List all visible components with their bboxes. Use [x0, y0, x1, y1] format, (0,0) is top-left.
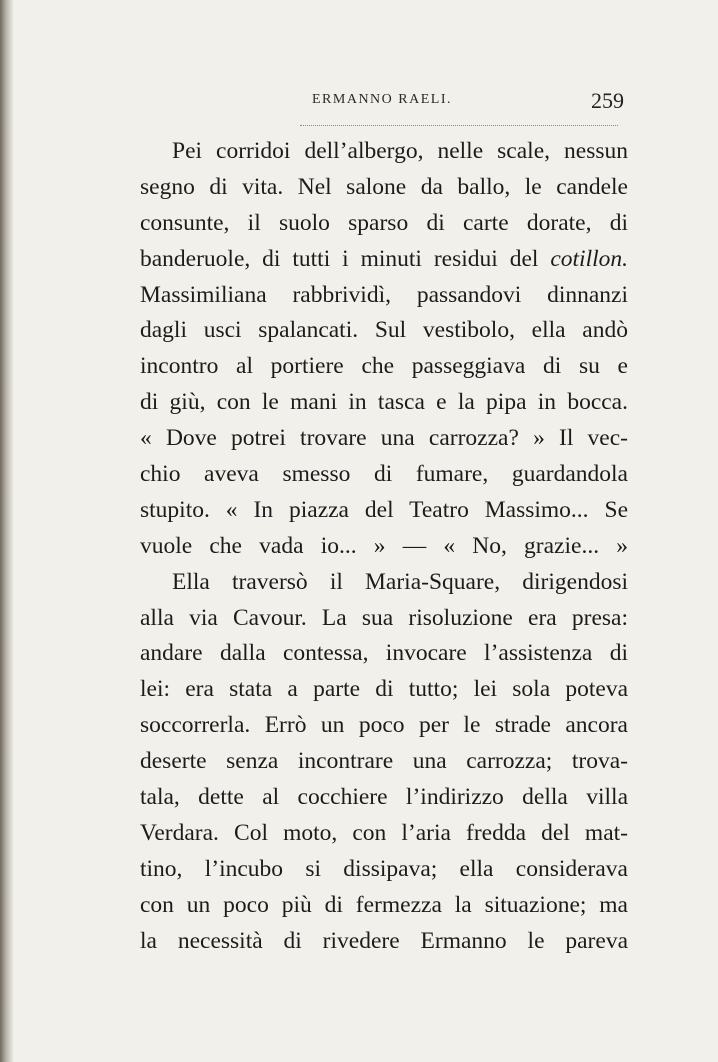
text-line: stupito. « In piazza del Teatro Massimo... Se — [140, 496, 628, 523]
text-line: tala, dette al cocchiere l’indirizzo della villa — [140, 784, 628, 811]
text-line: la necessità di rivedere Ermanno le pareva — [140, 927, 628, 954]
text-line: Verdara. Col moto, con l’aria fredda del mat- — [140, 819, 628, 846]
text-line: deserte senza incontrare una carrozza; trova- — [140, 748, 628, 775]
page-number: 259 — [591, 88, 624, 113]
text-line: vuole che vada io... » — « No, grazie... » — [140, 532, 628, 559]
text-line: Massimiliana rabbrividì, passandovi dinnanzi — [140, 281, 628, 308]
text-line: segno di vita. Nel salone da ballo, le candele — [140, 173, 628, 200]
binding-edge — [0, 0, 14, 1062]
text-line — [140, 242, 628, 278]
text-line: andare dalla contessa, invocare l’assistenza di — [140, 640, 628, 667]
text-line: di giù, con le mani in tasca e la pipa in bocca. — [140, 389, 628, 416]
header-rule — [300, 125, 618, 126]
text-line: tino, l’incubo si dissipava; ella considerava — [140, 855, 628, 882]
text-line: Ella traversò il Maria-Square, dirigendosi — [172, 568, 628, 595]
text-line-start: banderuole, di tutti i minuti residui del — [140, 245, 551, 272]
text-line: « Dove potrei trovare una carrozza? » Il vec- — [140, 425, 628, 452]
text-line: dagli usci spalancati. Sul vestibolo, ella andò — [140, 317, 628, 344]
page-header — [152, 88, 624, 116]
text-line: con un poco più di fermezza la situazione; ma — [140, 891, 628, 918]
text-line: Pei corridoi dell’albergo, nelle scale, nessun — [172, 138, 628, 164]
body-text — [140, 134, 628, 959]
text-line: chio aveva smesso di fumare, guardandola — [140, 461, 628, 488]
text-line: lei: era stata a parte di tutto; lei sola poteva — [140, 676, 628, 703]
text-line: incontro al portiere che passeggiava di su e — [140, 353, 628, 380]
text-line: consunte, il suolo sparso di carte dorate, di — [140, 209, 628, 236]
text-line: alla via Cavour. La sua risoluzione era presa: — [140, 604, 628, 631]
running-title: ERMANNO RAELI. — [312, 92, 452, 107]
italic-word: cotillon. — [550, 245, 628, 272]
text-line: soccorrerla. Errò un poco per le strade ancora — [140, 712, 628, 739]
